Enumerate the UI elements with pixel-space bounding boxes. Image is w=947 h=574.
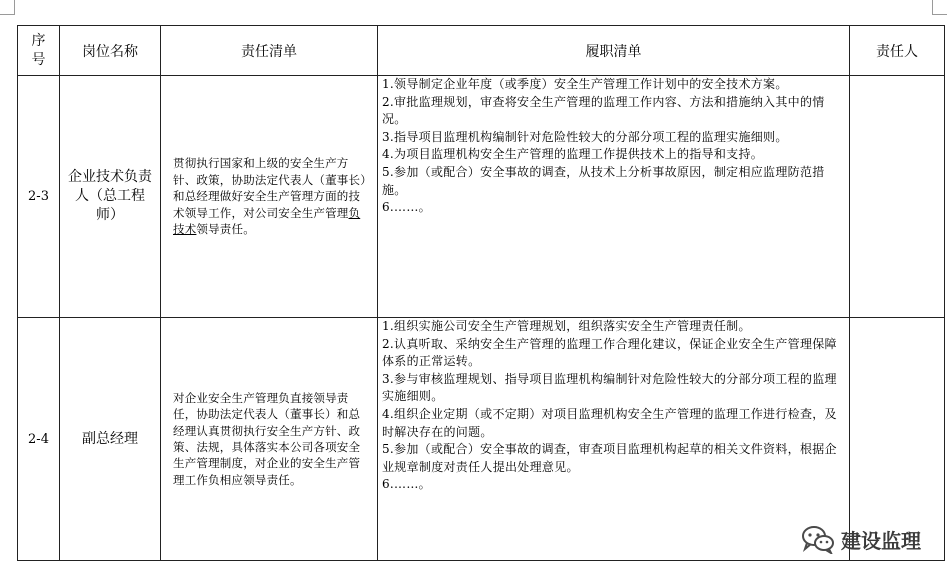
position-name: 企业技术负责人（总工程师） — [60, 76, 161, 318]
row-number: 2-3 — [18, 76, 60, 318]
duty-item: 3.参与审核监理规划、指导项目监理机构编制针对危险性较大的分部分项工程的监理实施细则。 — [382, 371, 837, 404]
header-duties: 履职清单 — [378, 26, 850, 76]
duty-item: 1.组织实施公司安全生产管理规划，组织落实安全生产管理责任制。 — [382, 319, 751, 333]
table-header-row — [18, 26, 945, 76]
duty-item: 2.认真听取、采纳安全生产管理的监理工作合理化建议，保证企业安全生产管理保障体系的正常运转。 — [382, 336, 837, 369]
wechat-icon — [801, 524, 835, 554]
responsibility-text: 对企业安全生产管理负直接领导责任，协助法定代表人（董事长）和总经理认真贯彻执行安全生产方针、政策、法规，具体落实本公司各项安全生产管理制度，对企业的安全生产管理工作负相应领导责任。 — [161, 318, 378, 561]
duty-item: 6.……。 — [382, 200, 431, 215]
duty-item: 4.为项目监理机构安全生产管理的监理工作提供技术上的指导和支持。 — [382, 147, 764, 162]
duty-list — [378, 76, 850, 318]
duty-item: 2.审批监理规划，审查将安全生产管理的监理工作内容、方法和措施纳入其中的情况。 — [382, 94, 825, 127]
duty-item: 5.参加（或配合）安全事故的调查，审查项目监理机构起草的相关文件资料，根据企业规章制度对责任人提出处理意见。 — [382, 442, 837, 474]
page-corner-left — [0, 0, 15, 15]
header-number: 序 号 — [18, 26, 60, 76]
header-responsible-person: 责任人 — [850, 26, 945, 76]
duty-item: 1.领导制定企业年度（或季度）安全生产管理工作计划中的安全技术方案。 — [382, 77, 788, 91]
responsibility-text: 贯彻执行国家和上级的安全生产方针、政策，协助法定代表人（董事长）和总经理做好安全生产管理方面的技术领导工作，对公司安全生产管理负技术领导责任。 — [161, 76, 378, 318]
header-responsibility: 责任清单 — [161, 26, 378, 76]
position-name: 副总经理 — [60, 318, 161, 561]
watermark-text: 建设监理 — [841, 528, 921, 553]
duty-list — [378, 318, 850, 561]
header-position: 岗位名称 — [60, 26, 161, 76]
row-number: 2-4 — [18, 318, 60, 561]
duty-item: 6.……。 — [382, 477, 431, 492]
page-corner-right — [932, 0, 947, 15]
responsible-person-cell — [850, 76, 945, 318]
responsibility-table — [17, 25, 945, 561]
duty-item: 3.指导项目监理机构编制针对危险性较大的分部分项工程的监理实施细则。 — [382, 129, 788, 144]
duty-item: 4.组织企业定期（或不定期）对项目监理机构安全生产管理的监理工作进行检查，及时解决存在的问题。 — [382, 406, 837, 439]
watermark — [801, 524, 921, 554]
duty-item: 5.参加（或配合）安全事故的调查，从技术上分析事故原因，制定相应监理防范措施。 — [382, 164, 825, 197]
table-row — [18, 76, 945, 318]
